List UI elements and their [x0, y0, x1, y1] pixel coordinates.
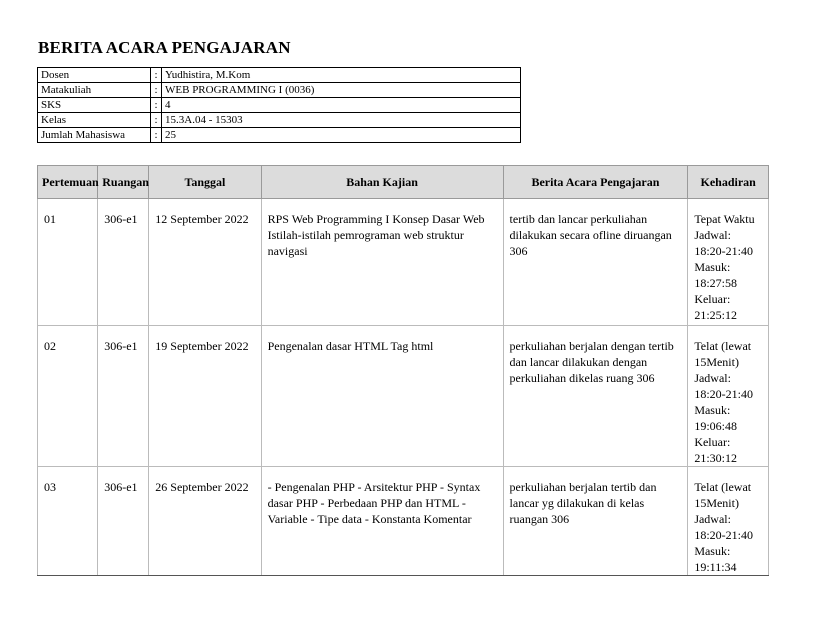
course-info-table — [37, 67, 521, 143]
info-value: 25 — [162, 128, 521, 143]
cell-tanggal: 12 September 2022 — [149, 199, 261, 326]
kehadiran-line: Keluar: — [694, 292, 731, 306]
header-ruangan: Ruangan — [98, 166, 149, 199]
cell-kehadiran — [688, 326, 769, 467]
header-pertemuan: Pertemuan — [38, 166, 98, 199]
cell-tanggal: 19 September 2022 — [149, 326, 261, 467]
info-row-kelas — [38, 113, 521, 128]
cell-pertemuan: 01 — [38, 199, 98, 326]
cell-pertemuan: 03 — [38, 467, 98, 576]
header-tanggal: Tanggal — [149, 166, 261, 199]
kehadiran-line: 19:06:48 — [694, 419, 737, 433]
info-label: Jumlah Mahasiswa — [38, 128, 151, 143]
cell-kehadiran — [688, 467, 769, 576]
info-separator: : — [151, 83, 162, 98]
cell-bahan-kajian: RPS Web Programming I Konsep Dasar Web Istilah-istilah pemrograman web struktur navigasi — [261, 199, 503, 326]
kehadiran-line: Telat (lewat — [694, 480, 752, 494]
table-header-row — [38, 166, 769, 199]
info-label: SKS — [38, 98, 151, 113]
info-row-sks — [38, 98, 521, 113]
kehadiran-line: Masuk: — [694, 403, 731, 417]
kehadiran-line: Jadwal: — [694, 371, 731, 385]
info-separator: : — [151, 113, 162, 128]
info-separator: : — [151, 128, 162, 143]
table-row — [38, 199, 769, 326]
info-row-matakuliah — [38, 83, 521, 98]
header-kehadiran: Kehadiran — [688, 166, 769, 199]
kehadiran-line: Masuk: — [694, 544, 731, 558]
info-label: Kelas — [38, 113, 151, 128]
cell-bahan-kajian: Pengenalan dasar HTML Tag html — [261, 326, 503, 467]
cell-berita-acara: perkuliahan berjalan tertib dan lancar yg dilakukan di kelas ruangan 306 — [503, 467, 688, 576]
kehadiran-line: Telat (lewat — [694, 339, 752, 353]
info-label: Dosen — [38, 68, 151, 83]
info-label: Matakuliah — [38, 83, 151, 98]
kehadiran-line: 19:11:34 — [694, 560, 737, 574]
cell-berita-acara: tertib dan lancar perkuliahan dilakukan secara ofline diruangan 306 — [503, 199, 688, 326]
info-row-jumlah-mahasiswa — [38, 128, 521, 143]
cell-bahan-kajian: - Pengenalan PHP - Arsitektur PHP - Syntax dasar PHP - Perbedaan PHP dan HTML - Variable - Tipe data - Konstanta Komentar — [261, 467, 503, 576]
cell-ruangan: 306-e1 — [98, 326, 149, 467]
cell-kehadiran — [688, 199, 769, 326]
info-value: 15.3A.04 - 15303 — [162, 113, 521, 128]
kehadiran-line: Jadwal: — [694, 512, 731, 526]
kehadiran-line: 15Menit) — [694, 496, 739, 510]
table-row — [38, 467, 769, 576]
kehadiran-line: Tepat Waktu — [694, 212, 755, 226]
cell-ruangan: 306-e1 — [98, 199, 149, 326]
cell-ruangan: 306-e1 — [98, 467, 149, 576]
teaching-record-table — [37, 165, 769, 576]
info-value: WEB PROGRAMMING I (0036) — [162, 83, 521, 98]
kehadiran-line: 15Menit) — [694, 355, 739, 369]
table-row — [38, 326, 769, 467]
info-value: Yudhistira, M.Kom — [162, 68, 521, 83]
cell-tanggal: 26 September 2022 — [149, 467, 261, 576]
cell-berita-acara: perkuliahan berjalan dengan tertib dan lancar dilakukan dengan perkuliahan dikelas ruang 306 — [503, 326, 688, 467]
document-title: BERITA ACARA PENGAJARAN — [38, 38, 291, 57]
kehadiran-line: Jadwal: — [694, 228, 731, 242]
kehadiran-line: 18:20-21:40 — [694, 244, 753, 258]
kehadiran-line: 18:27:58 — [694, 276, 737, 290]
kehadiran-line: 21:25:12 — [694, 308, 737, 322]
info-separator: : — [151, 98, 162, 113]
kehadiran-line: 21:30:12 — [694, 451, 737, 465]
info-row-dosen — [38, 68, 521, 83]
info-value: 4 — [162, 98, 521, 113]
header-bahan-kajian: Bahan Kajian — [261, 166, 503, 199]
header-berita-acara: Berita Acara Pengajaran — [503, 166, 688, 199]
kehadiran-line: Masuk: — [694, 260, 731, 274]
cell-pertemuan: 02 — [38, 326, 98, 467]
kehadiran-line: 18:20-21:40 — [694, 387, 753, 401]
kehadiran-line: 18:20-21:40 — [694, 528, 753, 542]
kehadiran-line: Keluar: — [694, 435, 731, 449]
info-separator: : — [151, 68, 162, 83]
